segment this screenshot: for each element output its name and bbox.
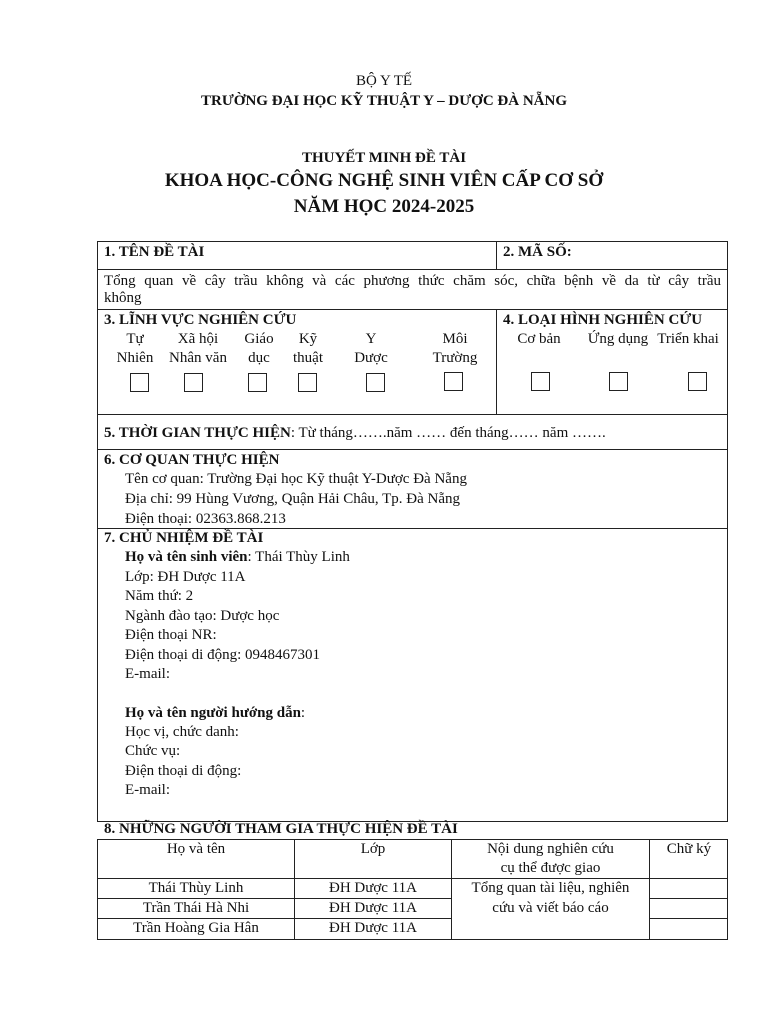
section-7-label: 7. CHỦ NHIỆM ĐỀ TÀI — [104, 530, 264, 546]
university-name: TRƯỜNG ĐẠI HỌC KỸ THUẬT Y – DƯỢC ĐÀ NẴNG — [201, 93, 567, 109]
participant-name: Thái Thùy Linh — [148, 880, 244, 896]
advisor-email: E-mail: — [125, 782, 170, 798]
project-title: Tổng quan về cây trầu không và các phương thức chăm sóc, chữa bệnh về da từ cây trầu — [104, 273, 721, 289]
section-3-label: 3. LĨNH VỰC NGHIÊN CỨU — [104, 312, 297, 328]
advisor-name: Họ và tên người hướng dẫn: — [125, 705, 306, 721]
advisor-position: Chức vụ: — [125, 743, 181, 759]
duration-value: : Từ tháng…….năm …… đến tháng…… năm ……. — [290, 425, 606, 441]
student-year: Năm thứ: 2 — [125, 588, 194, 604]
agency-phone: Điện thoại: 02363.868.213 — [125, 511, 286, 527]
student-name: Họ và tên sinh viên: Thái Thùy Linh — [125, 549, 350, 565]
section-5-label: 5. THỜI GIAN THỰC HIỆN — [104, 425, 291, 441]
section-5-line — [104, 424, 606, 443]
advisor-degree: Học vị, chức danh: — [125, 724, 239, 740]
section-2-label: 2. MÃ SỐ: — [503, 244, 572, 260]
document-subtitle: KHOA HỌC-CÔNG NGHỆ SINH VIÊN CẤP CƠ SỞ — [164, 170, 604, 191]
participant-name: Trần Hoàng Gia Hân — [133, 920, 259, 936]
field-checkbox[interactable] — [444, 372, 463, 391]
assigned-content-cont: cứu và viết báo cáo — [492, 900, 609, 916]
field-checkbox[interactable] — [184, 373, 203, 392]
section-4-label: 4. LOẠI HÌNH NGHIÊN CỨU — [503, 312, 703, 328]
participant-class: ĐH Dược 11A — [329, 920, 417, 936]
type-checkbox[interactable] — [531, 372, 550, 391]
field-checkbox[interactable] — [298, 373, 317, 392]
student-home-phone: Điện thoại NR: — [125, 627, 217, 643]
assigned-content: Tổng quan tài liệu, nghiên — [471, 880, 630, 896]
field-checkbox[interactable] — [248, 373, 267, 392]
student-class: Lớp: ĐH Dược 11A — [125, 569, 246, 585]
student-email: E-mail: — [125, 666, 170, 682]
section-8-label: 8. NHỮNG NGƯỜI THAM GIA THỰC HIỆN ĐỀ TÀI — [104, 821, 458, 837]
col-header-class: Lớp — [360, 841, 386, 857]
student-major: Ngành đào tạo: Dược học — [125, 608, 280, 624]
agency-name: Tên cơ quan: Trường Đại học Kỹ thuật Y-Dược Đà Nẵng — [125, 471, 467, 487]
type-checkbox[interactable] — [688, 372, 707, 391]
academic-year: NĂM HỌC 2024-2025 — [293, 196, 475, 217]
type-checkbox[interactable] — [609, 372, 628, 391]
document-title: THUYẾT MINH ĐỀ TÀI — [301, 150, 467, 166]
col-header-name: Họ và tên — [166, 841, 226, 857]
field-checkbox[interactable] — [130, 373, 149, 392]
participant-class: ĐH Dược 11A — [329, 880, 417, 896]
col-header-signature: Chữ ký — [666, 841, 712, 857]
section-1-label: 1. TÊN ĐỀ TÀI — [104, 244, 205, 260]
col-header-content: Nội dung nghiên cứu — [487, 841, 614, 857]
student-mobile: Điện thoại di động: 0948467301 — [125, 647, 320, 663]
ministry-name: BỘ Y TẾ — [355, 73, 413, 89]
field-checkbox[interactable] — [366, 373, 385, 392]
participant-class: ĐH Dược 11A — [329, 900, 417, 916]
project-title-cont: không — [104, 290, 142, 306]
advisor-mobile: Điện thoại di động: — [125, 763, 242, 779]
section-6-label: 6. CƠ QUAN THỰC HIỆN — [104, 452, 280, 468]
agency-address: Địa chỉ: 99 Hùng Vương, Quận Hải Châu, Tp. Đà Nẵng — [125, 491, 461, 507]
col-header-content-cont: cụ thể được giao — [500, 860, 601, 876]
participant-name: Trần Thái Hà Nhi — [142, 900, 250, 916]
